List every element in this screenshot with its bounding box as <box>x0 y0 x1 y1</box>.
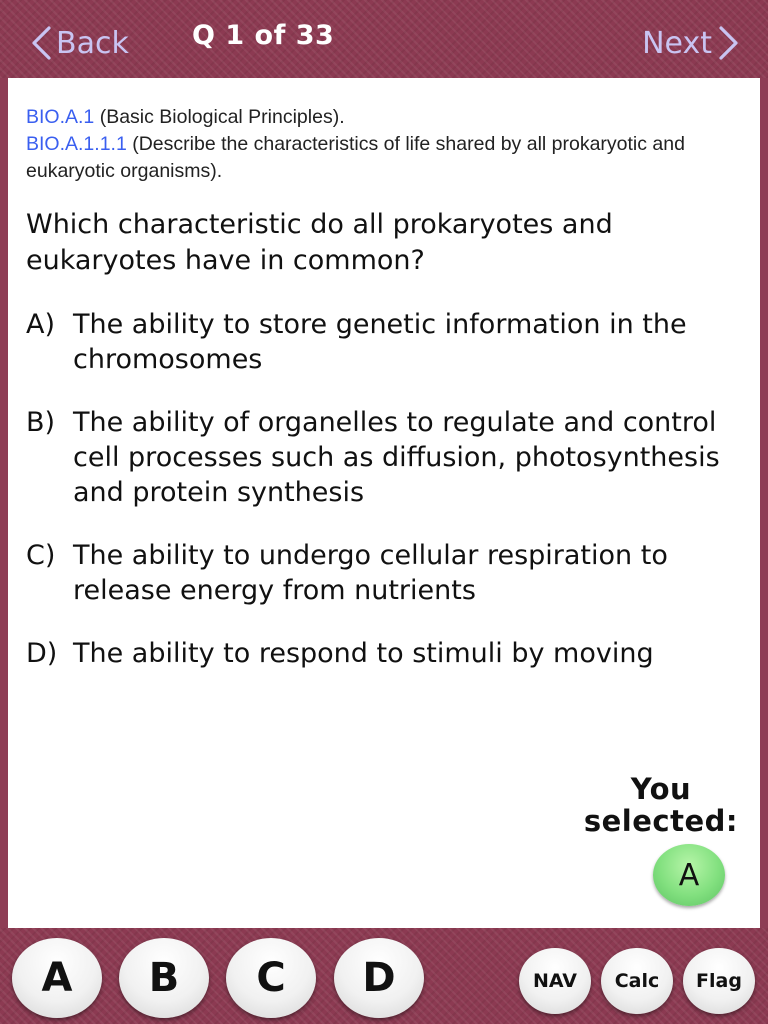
choice-letter: B) <box>26 407 56 438</box>
answer-c-button[interactable]: C <box>226 938 316 1018</box>
question-panel <box>8 78 760 928</box>
substandard-description: (Describe the characteristics of life shared by all prokaryotic and eukaryotic organisms). <box>26 133 685 182</box>
next-label: Next <box>642 25 712 61</box>
choice-a[interactable] <box>26 307 742 377</box>
standards-reference <box>26 104 742 185</box>
chevron-right-icon <box>718 25 740 61</box>
substandard-code-link[interactable]: BIO.A.1.1.1 <box>26 133 127 155</box>
choice-d[interactable] <box>26 636 742 671</box>
answer-b-button[interactable]: B <box>119 938 209 1018</box>
standard-description: (Basic Biological Principles). <box>94 106 345 128</box>
choice-text: The ability to respond to stimuli by moving <box>73 638 654 669</box>
flag-button[interactable]: Flag <box>683 948 755 1014</box>
question-text: Which characteristic do all prokaryotes and eukaryotes have in common? <box>26 209 613 276</box>
choice-letter: A) <box>26 309 56 340</box>
calc-button[interactable]: Calc <box>601 948 673 1014</box>
choice-b[interactable] <box>26 405 742 510</box>
standard-code-link[interactable]: BIO.A.1 <box>26 106 95 128</box>
question-counter: Q 1 of 33 <box>192 20 335 51</box>
choice-letter: C) <box>26 540 56 571</box>
nav-button[interactable]: NAV <box>519 948 591 1014</box>
next-button[interactable] <box>642 22 740 64</box>
answer-a-button[interactable]: A <box>12 938 102 1018</box>
choice-letter: D) <box>26 638 58 669</box>
you-selected-label <box>584 773 738 837</box>
answer-d-button[interactable]: D <box>334 938 424 1018</box>
choice-text: The ability to store genetic information in the chromosomes <box>73 309 687 375</box>
you-selected-line2: selected: <box>583 804 738 838</box>
chevron-left-icon <box>30 25 52 61</box>
back-label: Back <box>56 25 129 61</box>
bottom-toolbar <box>0 928 768 1024</box>
you-selected-line1: You <box>630 772 692 806</box>
top-navigation-bar <box>0 0 768 78</box>
choice-text: The ability to undergo cellular respiration to release energy from nutrients <box>73 540 668 606</box>
choice-text: The ability of organelles to regulate and control cell processes such as diffusion, photosynthesis and protein synthesis <box>73 407 720 508</box>
choice-c[interactable] <box>26 538 742 608</box>
back-button[interactable] <box>30 22 129 64</box>
selected-answer-badge: A <box>653 844 725 906</box>
